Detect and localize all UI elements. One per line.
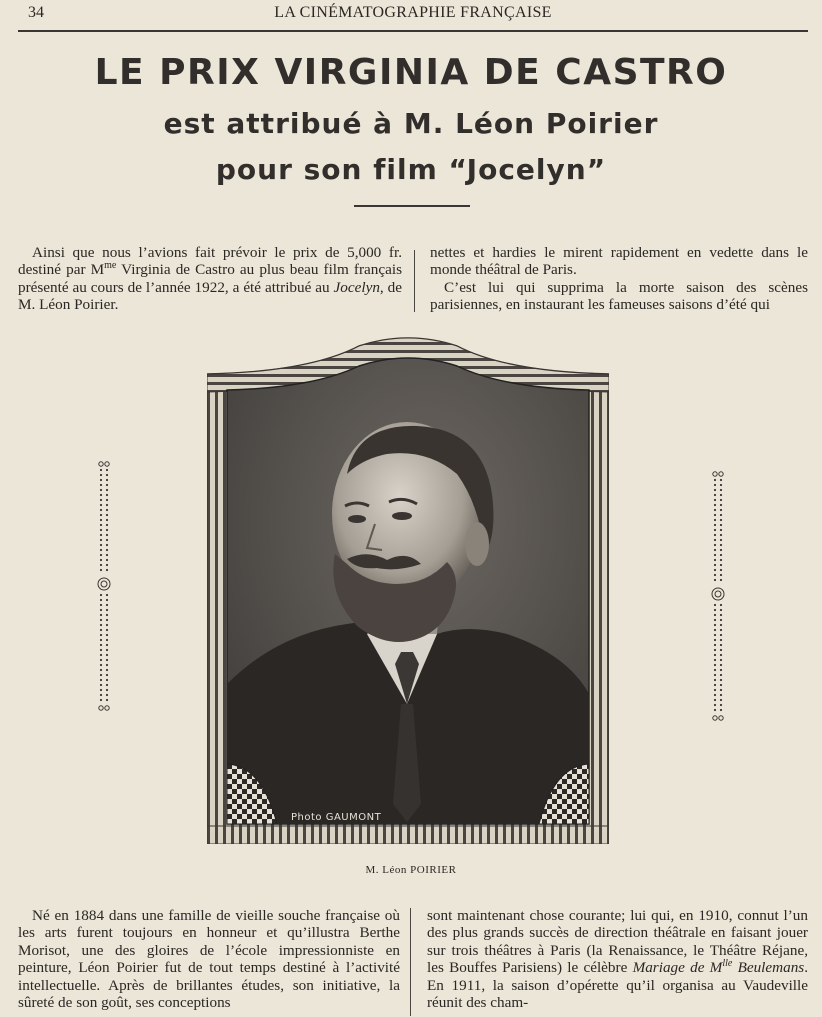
photo-credit: Photo GAUMONT: [291, 812, 382, 823]
page-header: [18, 0, 808, 32]
body-right-column: [427, 907, 808, 1011]
portrait-photo: [207, 334, 609, 844]
page-number: 34: [28, 4, 44, 21]
body-left-paragraph: Né en 1884 dans une famille de vieille souche française où les arts furent toujours en honneur et qu’illustra Berthe Morisot, une des gloires de l’école impressionniste en peinture, Léon Poirier fut de tout temps destiné à l’activité intellectuelle. Après de brillantes études, son initiative, la sûreté de son goût, ses conceptions: [18, 907, 400, 1012]
column-divider-bottom: [410, 908, 411, 1016]
right-ornament: [709, 470, 727, 722]
headline-sub-2: pour son film “Jocelyn”: [215, 153, 607, 186]
headline-divider: [354, 205, 470, 207]
headline-sub-1: est attribué à M. Léon Poirier: [163, 107, 659, 140]
body-right-paragraph: sont maintenant chose courante; lui qui, en 1910, connut l’un des plus grands succès de direction théâtrale en faisant jouer sur trois théâtres à Paris (la Renaissance, le Théâtre Réjane, les Bouffes Parisiens) le célèbre Mariage de $M^{lle}$ Beulemans. En 1911, la saison d’opérette qu’il organisa au Vaudeville réunit des cham-: [427, 907, 808, 1012]
intro-right-paragraph-2: C’est lui qui supprima la morte saison des scènes parisiennes, en instaurant les fameuses saisons d’été qui: [430, 278, 808, 314]
headline-main: LE PRIX VIRGINIA DE CASTRO: [94, 52, 728, 93]
intro-right-column: [430, 244, 808, 314]
intro-right-paragraph-1: nettes et hardies le mirent rapidement en vedette dans le monde théâtral de Paris.: [430, 244, 808, 279]
journal-title: LA CINÉMATOGRAPHIE FRANÇAISE: [274, 4, 552, 21]
column-divider-top: [414, 250, 415, 312]
left-ornament: [95, 460, 113, 712]
intro-left-column: [18, 244, 402, 314]
intro-paragraph: Ainsi que nous l’avions fait prévoir le prix de 5,000 fr. destiné par $M^{me}$ Virginia de Castro au plus beau film français présenté au cours de l’année 1922, a été attribué au Jocelyn, de M. Léon Poirier.: [18, 244, 402, 314]
body-left-column: [18, 907, 400, 1011]
photo-caption: M. Léon POIRIER: [365, 864, 457, 876]
